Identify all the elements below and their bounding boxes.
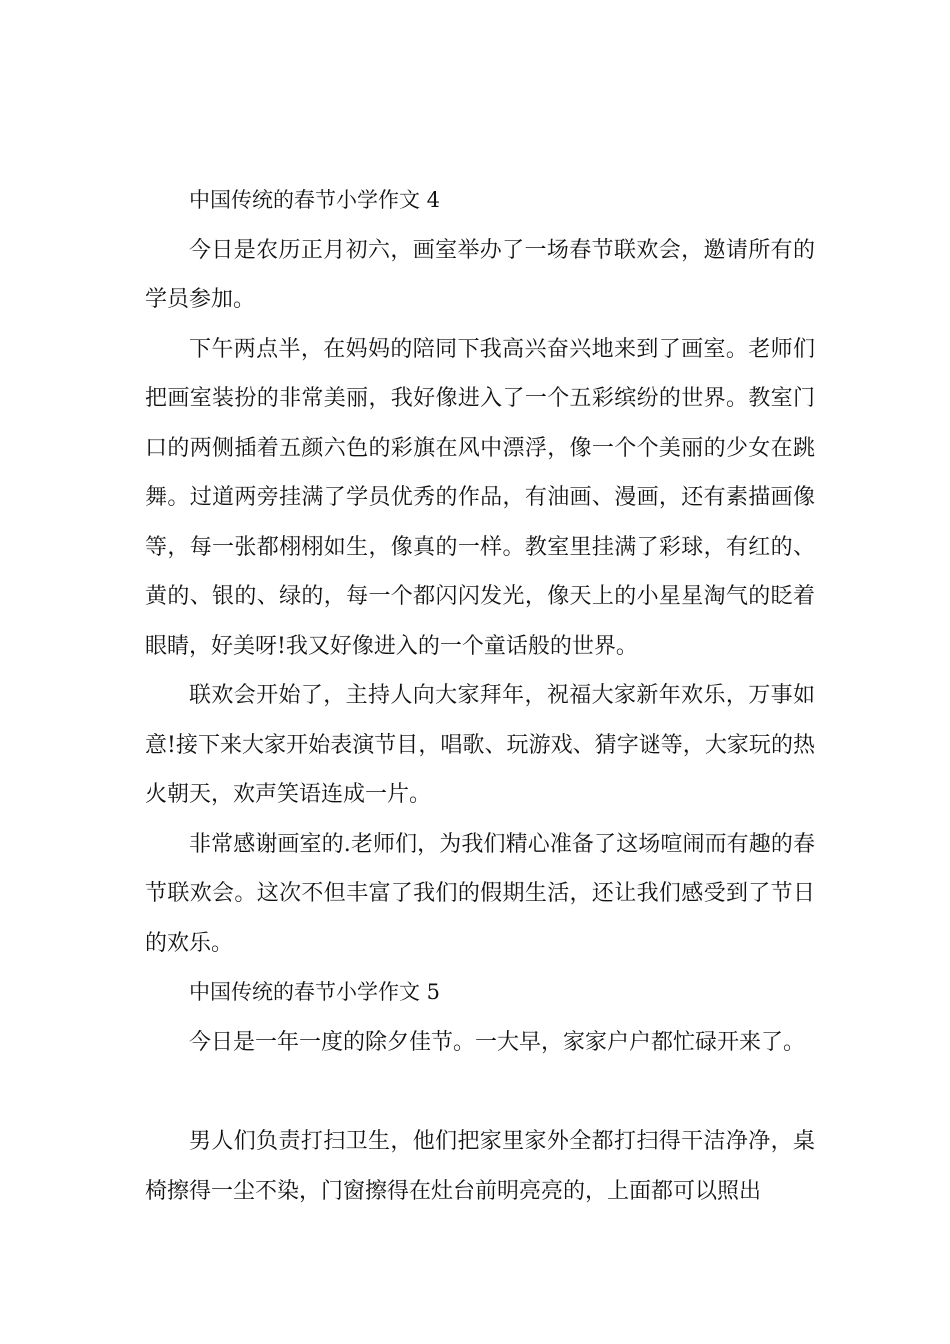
essay-4-paragraph-3: 联欢会开始了，主持人向大家拜年，祝福大家新年欢乐，万事如意!接下来大家开始表演节目，唱歌、玩游戏、猜字谜等，大家玩的热火朝天，欢声笑语连成一片。: [145, 683, 815, 807]
essay-4-title: 中国传统的春节小学作文 4: [189, 188, 441, 212]
essay-4-paragraph-2: 下午两点半，在妈妈的陪同下我高兴奋兴地来到了画室。老师们把画室装扮的非常美丽，我好像进入了一个五彩缤纷的世界。教室门口的两侧插着五颜六色的彩旗在风中漂浮，像一个个美丽的少女在跳舞。过道两旁挂满了学员优秀的作品，有油画、漫画，还有素描画像等，每一张都栩栩如生，像真的一样。教室里挂满了彩球，有红的、黄的、银的、绿的，每一个都闪闪发光，像天上的小星星淘气的眨着眼睛，好美呀!我又好像进入的一个童话般的世界。: [145, 336, 815, 659]
document-body: [145, 176, 815, 1216]
essay-5-paragraph-2: 男人们负责打扫卫生，他们把家里家外全都打扫得干洁净净，桌椅擦得一尘不染，门窗擦得在灶台前明亮亮的，上面都可以照出: [145, 1129, 815, 1204]
essay-5-title: 中国传统的春节小学作文 5: [189, 980, 441, 1004]
paragraph-gap: [145, 1067, 815, 1117]
essay-4-paragraph-1: 今日是农历正月初六，画室举办了一场春节联欢会，邀请所有的学员参加。: [145, 237, 815, 312]
essay-4-paragraph-4: 非常感谢画室的.老师们，为我们精心准备了这场喧闹而有趣的春节联欢会。这次不但丰富了我们的假期生活，还让我们感受到了节日的欢乐。: [145, 831, 815, 956]
essay-5-paragraph-1: 今日是一年一度的除夕佳节。一大早，家家户户都忙碌开来了。: [189, 1029, 806, 1055]
